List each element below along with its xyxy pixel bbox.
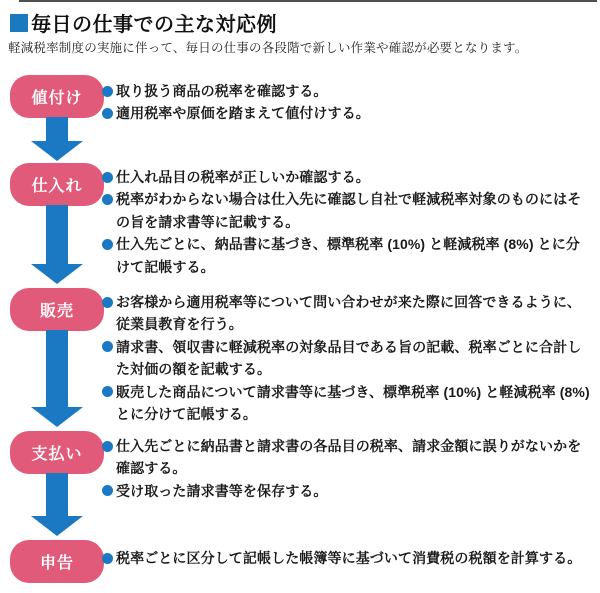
down-arrow-icon <box>31 473 83 536</box>
stage-pill-label: 値付け <box>31 90 83 107</box>
stage-pill-label: 支払い <box>31 446 83 463</box>
stage-items-payment <box>102 435 593 502</box>
bullet-item <box>102 291 593 336</box>
bullet-text: お客様から適用税率等について問い合わせが来た際に回答できるように、従業員教育を行う。 <box>116 294 582 333</box>
bullet-item <box>102 233 593 278</box>
stage-pill-pricing <box>10 75 104 118</box>
bullet-item <box>102 435 593 480</box>
arrow-head <box>31 264 83 284</box>
bullet-item <box>102 480 593 502</box>
bullet-text: 仕入れ品目の税率が正しいか確認する。 <box>116 169 370 185</box>
stage-items-filing <box>102 547 593 569</box>
arrow-head <box>31 516 83 536</box>
bullet-dot-icon <box>102 441 113 452</box>
stage-pill-label: 申告 <box>39 555 74 572</box>
bullet-text: 仕入先ごとに、納品書に基づき、標準税率 (10%) と軽減税率 (8%) とに分けて記帳する。 <box>116 236 580 275</box>
bullet-item <box>102 102 593 124</box>
arrow-stem <box>46 330 68 407</box>
stage-pill-sales <box>10 288 104 331</box>
bullet-dot-icon <box>102 86 113 97</box>
stage-pill-label: 販売 <box>39 303 74 320</box>
bullet-item <box>102 547 593 569</box>
bullet-dot-icon <box>102 386 113 397</box>
bullet-dot-icon <box>102 297 113 308</box>
stage-pill-label: 仕入れ <box>31 178 83 195</box>
stage-items-purchasing <box>102 166 593 278</box>
stage-pill-purchasing <box>10 163 104 206</box>
page-subtitle: 軽減税率制度の実施に伴って、毎日の仕事の各段階で新しい作業や確認が必要となります。 <box>8 41 528 55</box>
stage-pill-payment <box>10 431 104 474</box>
bullet-item <box>102 188 593 233</box>
bullet-text: 販売した商品について請求書等に基づき、標準税率 (10%) と軽減税率 (8%) とに分けて記帳する。 <box>116 383 590 423</box>
down-arrow-icon <box>31 117 83 161</box>
bullet-item <box>102 80 593 102</box>
bullet-dot-icon <box>102 194 113 205</box>
bullet-text: 受け取った請求書等を保存する。 <box>116 482 328 499</box>
bullet-text: 税率がわからない場合は仕入先に確認し自社で軽減税率対象のものにはその旨を請求書等に記載する。 <box>116 191 582 230</box>
bullet-text: 税率ごとに区分して記帳した帳簿等に基づいて消費税の税額を計算する。 <box>116 550 582 566</box>
bullet-dot-icon <box>102 172 113 183</box>
stage-items-sales <box>102 291 593 425</box>
bullet-item <box>102 381 593 426</box>
page-title <box>10 8 590 37</box>
arrow-stem <box>46 205 68 264</box>
page-title-text: 毎日の仕事での主な対応例 <box>31 14 277 36</box>
arrow-head <box>31 141 83 161</box>
stage-items-pricing <box>102 80 593 125</box>
bullet-item <box>102 336 593 381</box>
down-arrow-icon <box>31 205 83 284</box>
title-square-icon <box>10 14 28 32</box>
top-crop-rule <box>19 0 597 2</box>
bullet-dot-icon <box>102 239 113 250</box>
stage-pill-filing <box>10 540 104 583</box>
bullet-dot-icon <box>102 341 113 352</box>
arrow-stem <box>46 473 68 516</box>
bullet-dot-icon <box>102 108 113 119</box>
down-arrow-icon <box>31 330 83 427</box>
arrow-stem <box>46 117 68 141</box>
bullet-text: 取り扱う商品の税率を確認する。 <box>116 83 328 99</box>
bullet-text: 仕入先ごとに納品書と請求書の各品目の税率、請求金額に誤りがないかを確認する。 <box>116 438 582 477</box>
bullet-text: 適用税率や原価を踏まえて値付けする。 <box>116 105 370 122</box>
bullet-dot-icon <box>102 553 113 564</box>
bullet-item <box>102 166 593 188</box>
arrow-head <box>31 407 83 427</box>
bullet-dot-icon <box>102 485 113 496</box>
bullet-text: 請求書、領収書に軽減税率の対象品目である旨の記載、税率ごとに合計した対価の額を記載する。 <box>116 338 582 378</box>
